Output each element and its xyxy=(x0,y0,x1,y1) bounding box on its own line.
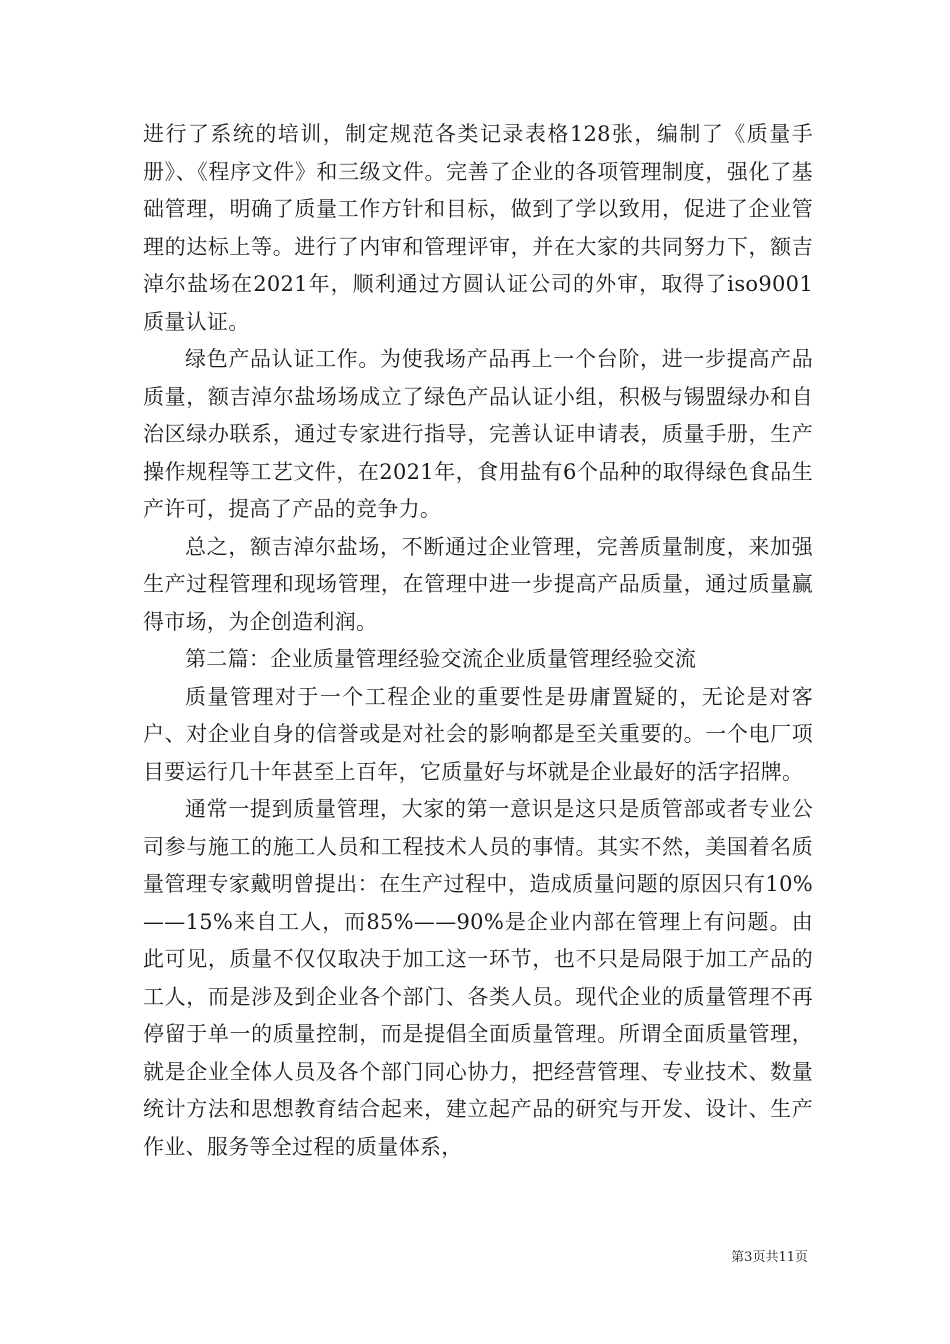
page-number-footer: 第3页共11页 xyxy=(731,1250,808,1265)
document-body xyxy=(143,116,813,1166)
section-heading: 第二篇：企业质量管理经验交流企业质量管理经验交流 xyxy=(185,647,697,671)
paragraph: 通常一提到质量管理，大家的第一意识是这只是质管部或者专业公司参与施工的施工人员和工程技术人员的事情。其实不然，美国着名质量管理专家戴明曾提出：在生产过程中，造成质量问题的原因只有10%——15%来自工人，而85%——90%是企业内部在管理上有问题。由此可见，质量不仅仅取决于加工这一环节，也不只是局限于加工产品的工人，而是涉及到企业各个部门、各类人员。现代企业的质量管理不再停留于单一的质量控制，而是提倡全面质量管理。所谓全面质量管理，就是企业全体人员及各个部门同心协力，把经营管理、专业技术、数量统计方法和思想教育结合起来，建立起产品的研究与开发、设计、生产作业、服务等全过程的质量体系， xyxy=(143,797,813,1159)
paragraph: 总之，额吉淖尔盐场，不断通过企业管理，完善质量制度，来加强生产过程管理和现场管理，在管理中进一步提高产品质量，通过质量赢得市场，为企创造利润。 xyxy=(143,534,813,634)
paragraph: 质量管理对于一个工程企业的重要性是毋庸置疑的，无论是对客户、对企业自身的信誉或是对社会的影响都是至关重要的。一个电厂项目要运行几十年甚至上百年，它质量好与坏就是企业最好的活字招牌。 xyxy=(143,684,813,784)
paragraph: 绿色产品认证工作。为使我场产品再上一个台阶，进一步提高产品质量，额吉淖尔盐场场成立了绿色产品认证小组，积极与锡盟绿办和自治区绿办联系，通过专家进行指导，完善认证申请表，质量手册，生产操作规程等工艺文件，在2021年，食用盐有6个品种的取得绿色食品生产许可，提高了产品的竞争力。 xyxy=(143,347,813,521)
paragraph: 进行了系统的培训，制定规范各类记录表格128张，编制了《质量手册》、《程序文件》和三级文件。完善了企业的各项管理制度，强化了基础管理，明确了质量工作方针和目标，做到了学以致用，促进了企业管理的达标上等。进行了内审和管理评审，并在大家的共同努力下，额吉淖尔盐场在2021年，顺利通过方圆认证公司的外审，取得了iso9001质量认证。 xyxy=(143,122,813,334)
